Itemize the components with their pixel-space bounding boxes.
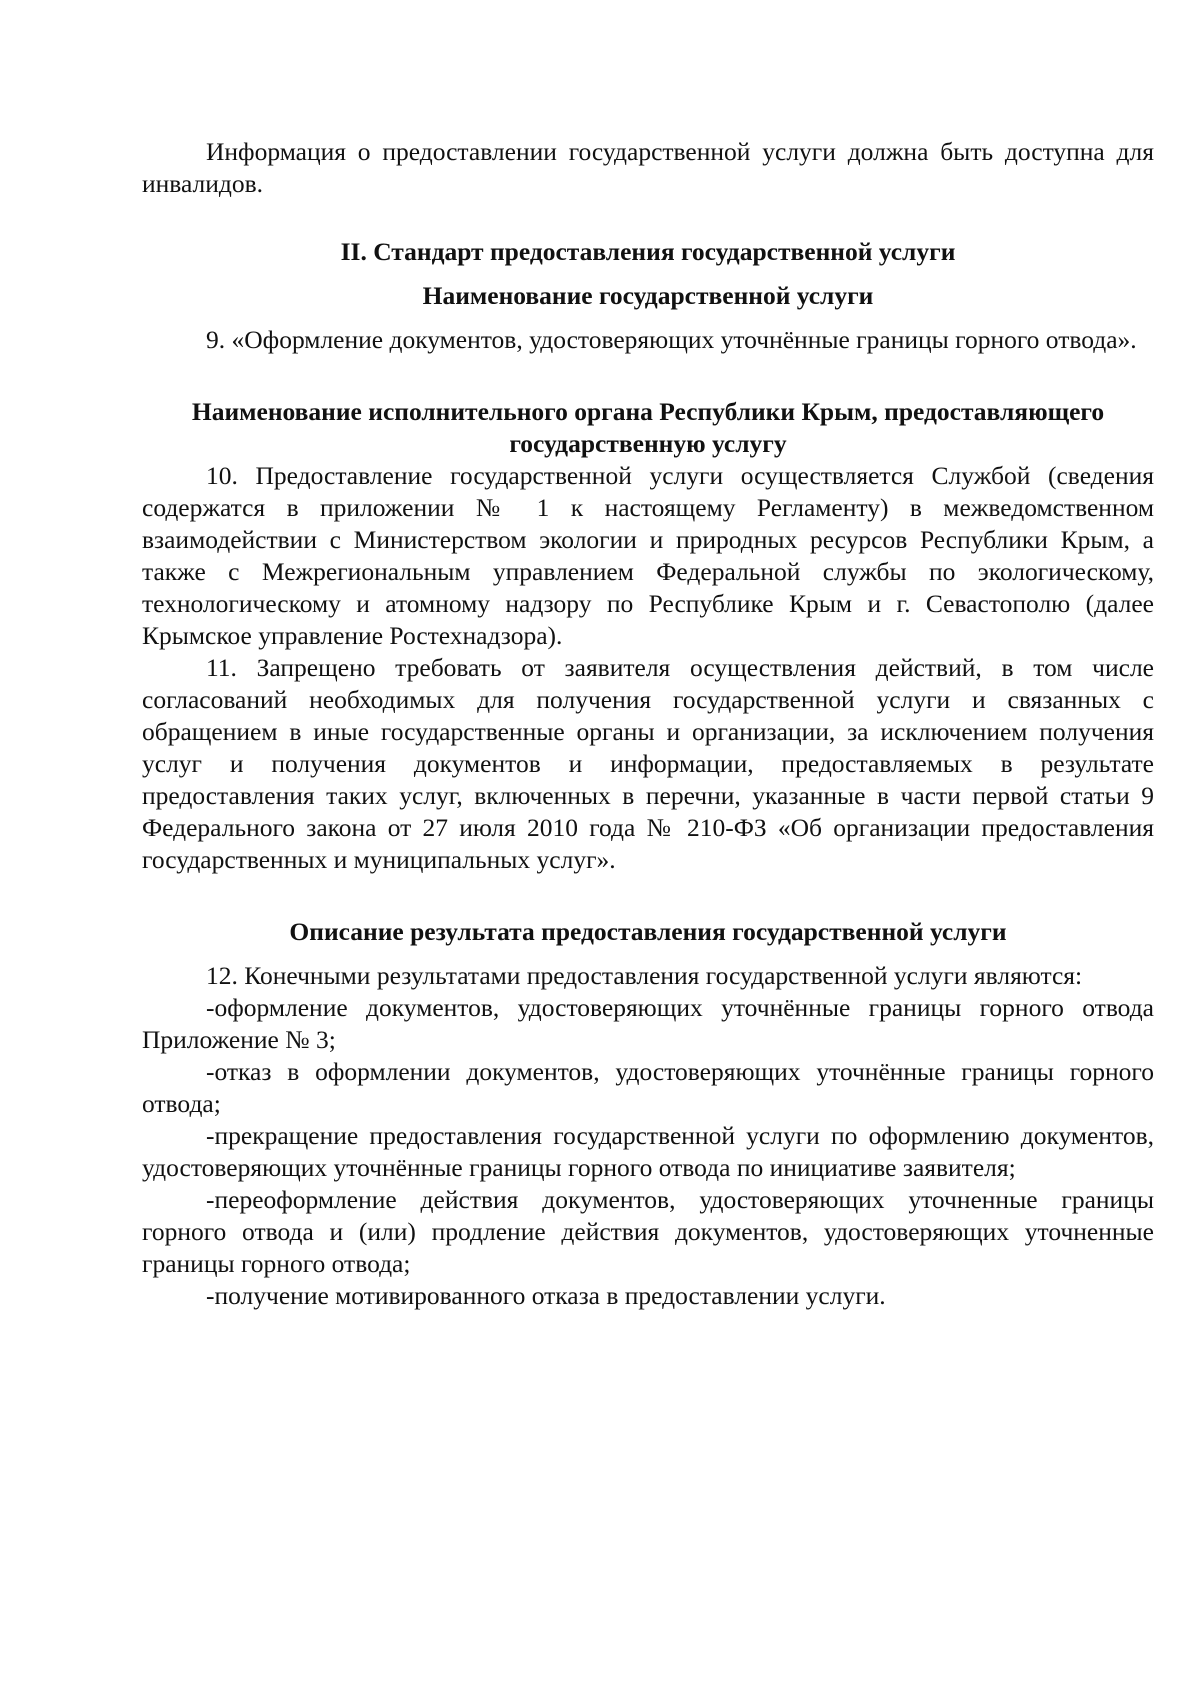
service-name-heading: Наименование государственной услуги [422, 281, 874, 310]
paragraph-10: 10. Предоставление государственной услуги осуществляется Службой (сведения содержатся в приложении № 1 к настоящему Регламенту) в межведомственном взаимодействии с Министерством экологии и природных ресурсов Республики Крым, а также с Межрегиональным управлением Федеральной службы по экологическому, технологическому и атомному надзору по Республике Крым и г. Севастополю (далее Крымское управление Ростехнадзора). [142, 461, 1154, 650]
paragraph-11: 11. Запрещено требовать от заявителя осуществления действий, в том числе согласований необходимых для получения государственной услуги и связанных с обращением в иные государственные органы и организации, за исключением получения услуг и получения документов и информации, предоставляемых в результате предоставления таких услуг, включенных в перечни, указанные в части первой статьи 9 Федерального закона от 27 июля 2010 года № 210-ФЗ «Об организации предоставления государственных и муниципальных услуг». [142, 653, 1154, 874]
result-item: -прекращение предоставления государственной услуги по оформлению документов, удостоверяющих уточнённые границы горного отвода по инициативе заявителя; [142, 1121, 1154, 1182]
paragraph-9: 9. «Оформление документов, удостоверяющих уточнённые границы горного отвода». [206, 325, 1137, 354]
organ-heading: Наименование исполнительного органа Республики Крым, предоставляющего государственную услугу [191, 397, 1105, 458]
intro-paragraph: Информация о предоставлении государственной услуги должна быть доступна для инвалидов. [142, 137, 1154, 198]
result-item: -отказ в оформлении документов, удостоверяющих уточнённые границы горного отвода; [142, 1057, 1154, 1118]
result-item: -переоформление действия документов, удостоверяющих уточненные границы горного отвода и (или) продление действия документов, удостоверяющих уточненные границы горного отвода; [142, 1185, 1154, 1278]
result-item: -оформление документов, удостоверяющих уточнённые границы горного отвода Приложение № 3; [142, 993, 1154, 1054]
section-title: II. Стандарт предоставления государственной услуги [340, 237, 956, 266]
result-item: -получение мотивированного отказа в предоставлении услуги. [206, 1281, 886, 1310]
paragraph-12: 12. Конечными результатами предоставления государственной услуги являются: [206, 961, 1083, 990]
result-heading: Описание результата предоставления государственной услуги [289, 917, 1007, 946]
document-page [142, 136, 1154, 1312]
